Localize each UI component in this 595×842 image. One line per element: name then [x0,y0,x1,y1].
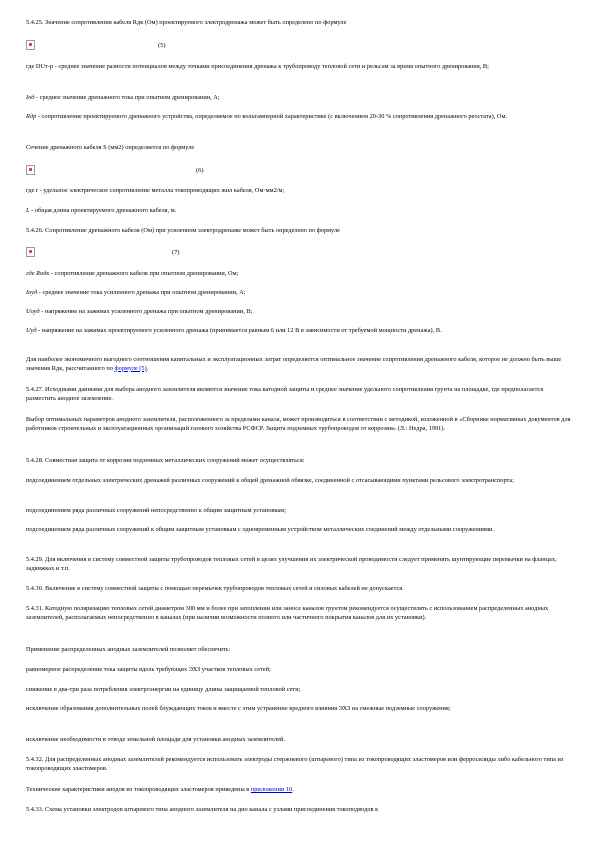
paragraph-joint-protection-2: подсоединением ряда различных сооружений непосредственно к общим защитным установкам; [26,507,286,514]
variable-rdr: Rдр [26,113,37,120]
paragraph-cable-section: Сечение дренажного кабеля S (мм2) определяется по формуле [26,144,195,151]
equation-number: (6) [196,167,204,174]
paragraph-definition-rdr [26,113,571,122]
variable-rodk: где Rодк [26,270,50,277]
formula-6 [26,165,246,181]
definition-text: - среднее значение тока усиленного дренажа при опытном дренировании, А; [37,289,246,296]
paragraph-anode-selection: Выбор оптимальных параметров анодного заземлителя, расположенного за пределами канала, может производиться в соответствии с методикой, изложенной в «Сборнике нормативных документов для работников строительных и эксплуатационных организаций газового хозяйства РСФСР. Защита подземных трубопроводов от коррозии» (Л.: Недра, 1991). [26,416,571,432]
appendix-10-link[interactable]: приложении 10 [250,786,293,793]
broken-image-icon [26,247,35,257]
variable-uoud: Uоуд [26,308,40,315]
definition-text: - сопротивление дренажного кабеля при опытном дренировании, Ом; [49,270,239,277]
paragraph-definition-rodk [26,270,571,279]
paragraph-text: Технические характеристики анодов из токопроводящих эластомеров приведены в [26,786,251,793]
paragraph-5-4-25: 5.4.25. Значение сопротивления кабеля Rдк (Ом) проектируемого электродренажа может быть определено по формуле [26,19,347,26]
paragraph-definition-iod [26,94,571,103]
variable-uud: Uуд [26,327,37,334]
definition-text: - напряжение на зажимах проектируемого усиленного дренажа (принимается равным 6 или 12 В в зависимости от требуемой мощности дренажа), В. [36,327,442,334]
equation-number: (5) [158,42,166,49]
variable-ioud: Iоуд [26,289,38,296]
paragraph-definition-dut: где DUт-р - среднее значение разности потенциалов между точками присоединения дренажа к трубопроводу тепловой сети и рельсам за время опытного дренирования, В; [26,63,489,70]
paragraph-text: Для наиболее экономичного выгодного соотношения капитальных и эксплуатационных затрат определяется оптимальное значение сопротивления дренажного кабеля, которое не должно быть выше значения Rдк, рассчитанного по [26,356,562,372]
formula-7 [26,247,226,263]
definition-text: - среднее значение дренажного тока при опытном дренировании, А; [34,94,220,101]
paragraph-5-4-32: 5.4.32. Для распределенных анодных заземлителей рекомендуется использовать электроды стержневого (штыревого) типа из токопроводящих эластомеров или ферросилиды либо кабельного типа из токопроводящих эластомеров. [26,756,564,772]
definition-text: - общая длина проектируемого дренажного кабеля, м. [29,207,177,214]
paragraph-5-4-33: 5.4.33. Схема установки электродов штыревого типа анодного заземлителя на дно канала с узлами присоединения токоподводов к [26,806,379,813]
paragraph-distributed-anodes: Применение распределенных анодных заземлителей позволяет обеспечить: [26,646,231,653]
definition-text: - сопротивление проектируемого дренажного устройства, определяемое по вольтамперной характеристике (с включением 20-30 % сопротивления дренажного реостата), Ом. [36,113,508,120]
paragraph-definition-uoud [26,308,571,317]
formula-5 [26,40,176,56]
paragraph-end: . [292,786,294,793]
paragraph-benefit-1: равномерное распределение тока защиты вдоль требующих ЭХЗ участков тепловых сетей; [26,666,271,673]
paragraph-joint-protection-3: подсоединением ряда различных сооружений к общим защитным установкам с одновременным устройством металлических соединений между отдельными сооружениями. [26,526,495,533]
paragraph-5-4-31: 5.4.31. Катодную поляризацию тепловых сетей диаметром 300 мм и более при затоплении или заносе каналов грунтом рекомендуется осуществлять с использованием распределенных анодных заземлителей, располагаемых непосредственно в каналах (при наличии возможности полного или частичного покрытия каналов для их установки). [26,605,549,621]
variable-iod: Iод [26,94,35,101]
paragraph-optimal-resistance [26,356,571,373]
paragraph-benefit-4: исключение необходимости в отводе земельной площади для установки анодных заземлителей. [26,736,285,743]
definition-text: - напряжение на зажимах усиленного дренажа при опытном дренировании, В; [39,308,253,315]
paragraph-joint-protection-1: подсоединением отдельных электрических дренажей различных сооружений к общей дренажной обвязке, соединенной с отсасывающими пунктами рельсового электротранспорта; [26,477,514,484]
paragraph-definition-ioud [26,289,571,298]
paragraph-definition-r: где r - удельное электрическое сопротивление металла токопроводящих жил кабеля, Ом·мм2/м; [26,187,285,194]
paragraph-benefit-2: снижение в два-три раза потребления электроэнергии на единицу длины защищаемой тепловой сети; [26,686,301,693]
paragraph-5-4-26: 5.4.26. Сопротивление дренажного кабеля (Ом) при усиленном электродренаже может быть определено по формуле [26,227,340,234]
broken-image-icon [26,40,35,50]
equation-number: (7) [172,249,180,256]
paragraph-5-4-28: 5.4.28. Совместная защита от коррозии подземных металлических сооружений может осуществляться: [26,457,305,464]
formula-5-link[interactable]: формуле (5) [114,364,147,372]
paragraph-definition-uud [26,327,571,336]
paragraph-end: . [146,364,149,372]
broken-image-icon [26,165,35,175]
paragraph-5-4-30: 5.4.30. Включение в систему совместной защиты с помощью перемычек трубопроводов тепловых сетей и силовых кабелей не допускается. [26,585,404,592]
variable-l: L [26,207,30,214]
paragraph-benefit-3: исключение образования дополнительных полей блуждающих токов и вместе с этим устранение вредного влияния ЭХЗ на смежные подземные сооружения; [26,705,451,712]
paragraph-5-4-27: 5.4.27. Исходными данными для выбора анодного заземлителя являются значение тока катодной защиты и среднее значение удельного сопротивления грунта на площадке, где предполагается разместить анодное заземление. [26,386,544,402]
paragraph-5-4-29: 5.4.29. Для включения в систему совместной защиты трубопроводов тепловых сетей в целях улучшения их электрической проводимости следует применять шунтирующие перемычки на фланцах, задвижках и т.п. [26,556,557,572]
paragraph-definition-l [26,207,571,216]
paragraph-tech-specs [26,786,571,795]
